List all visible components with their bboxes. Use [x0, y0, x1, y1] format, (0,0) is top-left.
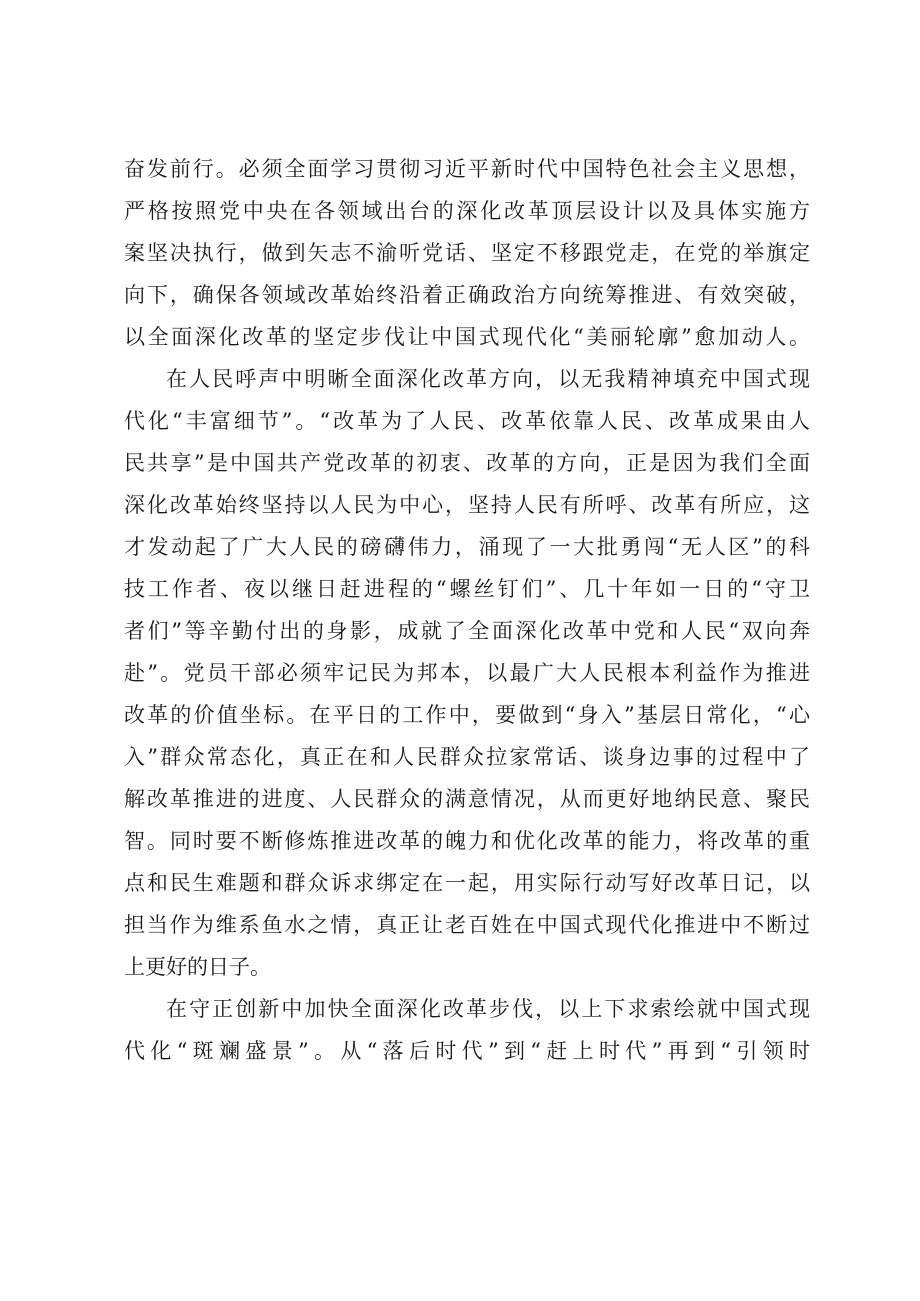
- text-line: 代化“丰富细节”。“改革为了人民、改革依靠人民、改革成果由人: [124, 409, 810, 433]
- paragraph-2: [124, 358, 810, 988]
- paragraph-1: [124, 148, 810, 358]
- body-text: [124, 148, 810, 1072]
- text-line: 点和民生难题和群众诉求绑定在一起，用实际行动写好改革日记，以: [124, 871, 810, 895]
- text-line: 在守正创新中加快全面深化改革步伐，以上下求索绘就中国式现: [166, 997, 810, 1021]
- text-line: 担当作为维系鱼水之情，真正让老百姓在中国式现代化推进中不断过: [124, 913, 810, 937]
- text-line: 上更好的日子。: [124, 955, 271, 979]
- text-line: 入”群众常态化，真正在和人民群众拉家常话、谈身边事的过程中了: [124, 745, 810, 769]
- text-line: 技工作者、夜以继日赶进程的“螺丝钉们”、几十年如一日的“守卫: [124, 577, 810, 601]
- text-line: 者们”等辛勤付出的身影，成就了全面深化改革中党和人民“双向奔: [124, 619, 810, 643]
- text-line: 在人民呼声中明晰全面深化改革方向，以无我精神填充中国式现: [166, 367, 810, 391]
- text-line: 严格按照党中央在各领域出台的深化改革顶层设计以及具体实施方: [124, 199, 810, 223]
- text-line: 以全面深化改革的坚定步伐让中国式现代化“美丽轮廓”愈加动人。: [124, 325, 810, 349]
- text-line: 民共享”是中国共产党改革的初衷、改革的方向，正是因为我们全面: [124, 451, 810, 475]
- paragraph-3: [124, 988, 810, 1072]
- text-line: 解改革推进的进度、人民群众的满意情况，从而更好地纳民意、聚民: [124, 787, 810, 811]
- text-line: 改革的价值坐标。在平日的工作中，要做到“身入”基层日常化，“心: [124, 703, 810, 727]
- text-line: 深化改革始终坚持以人民为中心，坚持人民有所呼、改革有所应，这: [124, 493, 810, 517]
- text-line: 向下，确保各领域改革始终沿着正确政治方向统筹推进、有效突破，: [124, 283, 810, 307]
- text-line: 赴”。党员干部必须牢记民为邦本，以最广大人民根本利益作为推进: [124, 661, 810, 685]
- text-line: 代化“斑斓盛景”。从“落后时代”到“赶上时代”再到“引领时: [124, 1039, 810, 1063]
- text-line: 奋发前行。必须全面学习贯彻习近平新时代中国特色社会主义思想，: [124, 157, 810, 181]
- text-line: 智。同时要不断修炼推进改革的魄力和优化改革的能力，将改革的重: [124, 829, 810, 853]
- text-line: 案坚决执行，做到矢志不渝听党话、坚定不移跟党走，在党的举旗定: [124, 241, 810, 265]
- text-line: 才发动起了广大人民的磅礴伟力，涌现了一大批勇闯“无人区”的科: [124, 535, 810, 559]
